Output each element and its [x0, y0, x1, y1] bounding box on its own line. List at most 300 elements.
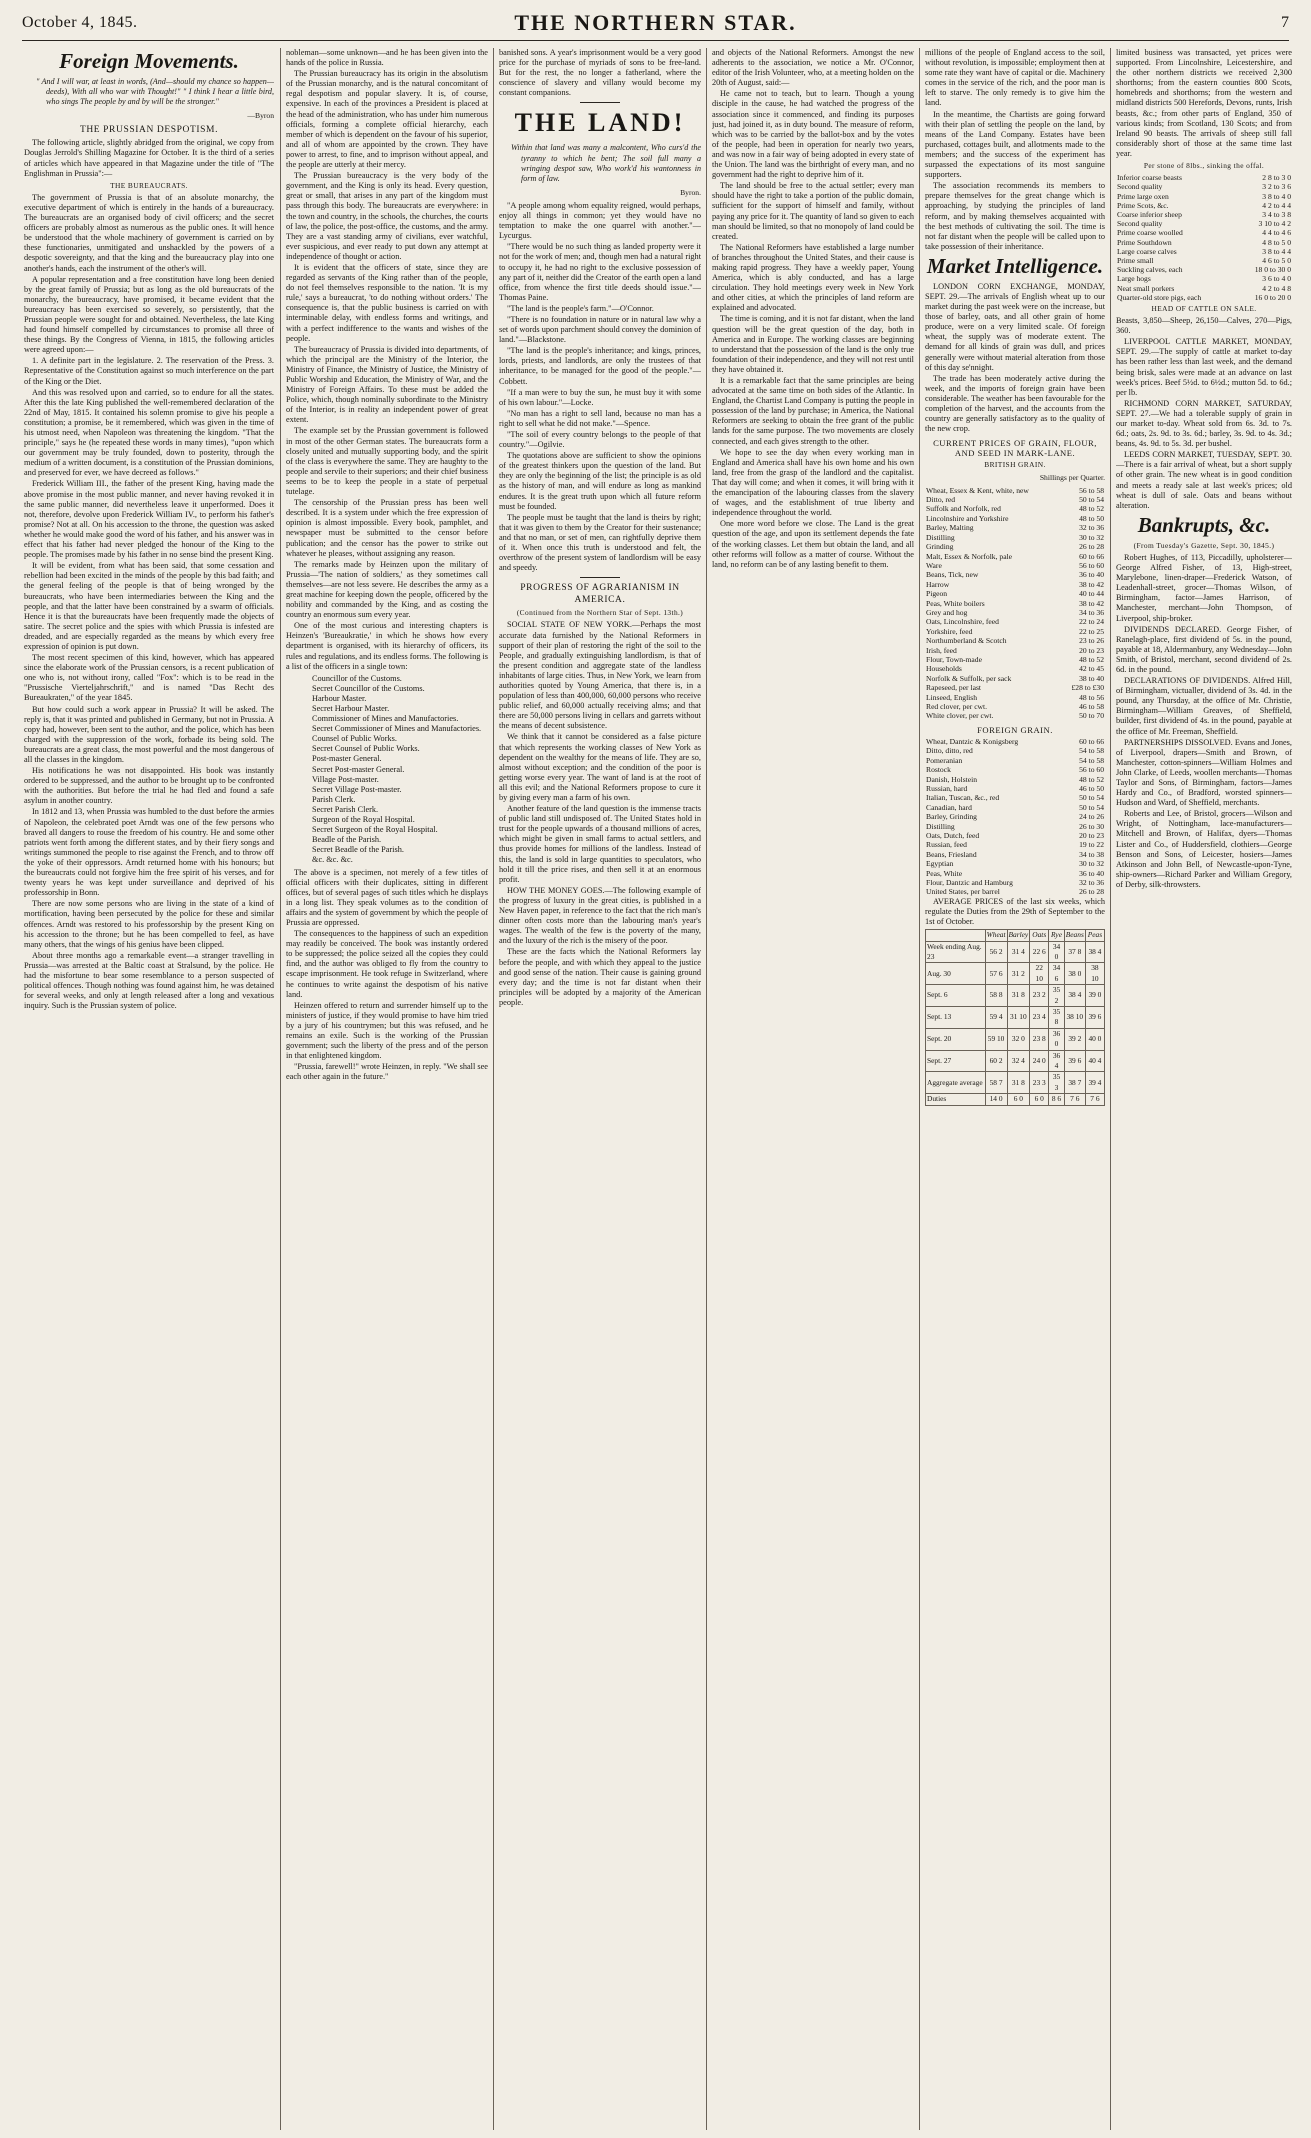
- list-item: Secret Councillor of the Customs.: [312, 683, 425, 693]
- averages-header: Beans: [1065, 930, 1084, 940]
- averages-cell: 40 4: [1085, 1050, 1104, 1072]
- price-value: 3 10 to 4 2: [1258, 219, 1291, 229]
- paragraph: It is evident that the officers of state, since they are regarded as servants of the King rather than of the people, do not feel themselves responsible to the nation. 'It is my rule,' says a bureaucrat, 'to do nothing without orders.' The consequence is, that the public business is carried on with interminable delay, with endless forms and writings, and with a perfect indifference to the wants and wishes of the people.: [286, 262, 488, 343]
- averages-cell: 38 10: [1085, 963, 1104, 985]
- quotation: "If a man were to buy the sun, he must buy it with some of his own labour."—Locke.: [499, 387, 701, 407]
- price-item: Beans, Friesland: [926, 849, 977, 859]
- price-row: [925, 504, 1105, 513]
- averages-cell: 31 2: [1007, 963, 1030, 985]
- price-item: Irish, feed: [926, 645, 957, 655]
- price-value: 38 to 40: [1079, 673, 1104, 683]
- price-item: Second quality: [1117, 219, 1163, 229]
- paragraph: nobleman—some unknown—and he has been given into the hands of the police in Russia.: [286, 48, 488, 68]
- list-item: Secret Commissioner of Mines and Manufactories.: [312, 724, 482, 734]
- bankrupts-subtitle: (From Tuesday's Gazette, Sept. 30, 1845.): [1133, 540, 1275, 550]
- price-value: 3 8 to 4 4: [1262, 246, 1291, 256]
- averages-cell: 22 10: [1030, 963, 1049, 985]
- price-row: [925, 859, 1105, 868]
- page-number: 7: [1281, 14, 1289, 31]
- price-row: [925, 589, 1105, 598]
- price-item: Norfolk & Suffolk, per sack: [926, 673, 1012, 683]
- officer-list: [286, 674, 488, 866]
- price-value: 4 2 to 4 4: [1262, 200, 1291, 210]
- paragraph: LIVERPOOL CATTLE MARKET, MONDAY, SEPT. 29.—The supply of cattle at market to-day has been rather less than last week, and the demand being brisk, sales were made at an advance on last week's prices. Beef 5½d. to 6½d.; mutton 5d. to 6d.; per lb.: [1116, 337, 1292, 397]
- price-row: [1116, 274, 1292, 283]
- averages-cell: Week ending Aug. 23: [926, 941, 986, 963]
- price-item: Quarter-old store pigs, each: [1117, 292, 1202, 302]
- article-subtitle: THE BUREAUCRATS.: [110, 180, 188, 190]
- averages-cell: Sept. 20: [926, 1028, 986, 1050]
- averages-cell: 32 4: [1007, 1050, 1030, 1072]
- price-row: [925, 523, 1105, 532]
- paragraph: One of the most curious and interesting chapters is Heinzen's 'Bureaukratie,' in which he shows how every department is organised, with its hierarchy of officers, its rules and regulations, and its endless forms. The following is a list of the officers in a single town:: [286, 621, 488, 671]
- paragraph: The time is coming, and it is not far distant, when the land question will be the great question of the day, both in America and in Europe. The working classes are beginning to understand that the possession of the land is the only true foundation of their independence, and they will not rest until they have obtained it.: [712, 314, 914, 374]
- averages-cell: 31 4: [1007, 941, 1030, 963]
- paragraph: It is a remarkable fact that the same principles are being advocated at the same time on both sides of the Atlantic. In England, the Chartist Land Company is putting the people in possession of the land by purchase; in America, the National Reformers are seeking to obtain the free grant of the public lands for the same purpose. The two movements are closely connected, and each gives strength to the other.: [712, 376, 914, 446]
- quotation: "The land is the people's farm."—O'Connor.: [507, 303, 654, 313]
- averages-cell: Aggregate average: [926, 1072, 986, 1094]
- price-row: [925, 664, 1105, 673]
- price-item: Malt, Essex & Norfolk, pale: [926, 551, 1013, 561]
- averages-cell: 40 0: [1085, 1028, 1104, 1050]
- price-value: 2 8 to 3 0: [1262, 173, 1291, 183]
- averages-cell: 7 6: [1064, 1094, 1085, 1105]
- price-value: 3 8 to 4 0: [1262, 191, 1291, 201]
- quotation: "The land is the people's inheritance; and kings, princes, lords, priests, and landlords, are only the trustees of that inheritance, to be managed for the good of the people."—Cobbett.: [499, 346, 701, 386]
- price-item: Households: [926, 664, 962, 674]
- list-item: Commissioner of Mines and Manufactories.: [312, 714, 459, 724]
- averages-cell: 8 6: [1049, 1094, 1065, 1105]
- list-item: &c. &c. &c.: [312, 855, 353, 865]
- list-item: Secret Surgeon of the Royal Hospital.: [312, 825, 438, 835]
- averages-row: [926, 1028, 1105, 1050]
- averages-cell: 22 6: [1030, 941, 1049, 963]
- price-row: [925, 784, 1105, 793]
- averages-cell: 34 6: [1049, 963, 1065, 985]
- paragraph: DECLARATIONS OF DIVIDENDS. Alfred Hill, of Birmingham, victualler, dividend of 3s. 4d. in the pound, any Thursday, at the office of Mr. Christie, Birmingham—William Greaves, of Sheffield, builder, first dividend of 4s. in the pound, payable at the office of Mr. Freeman, Sheffield.: [1116, 676, 1292, 736]
- price-row: [1116, 256, 1292, 265]
- price-value: 38 to 42: [1079, 579, 1104, 589]
- averages-cell: 38 10: [1064, 1006, 1085, 1028]
- price-row: [925, 608, 1105, 617]
- price-row: [1116, 182, 1292, 191]
- averages-cell: 31 8: [1007, 985, 1030, 1007]
- price-value: 48 to 52: [1079, 504, 1104, 514]
- section-heading-bankrupts: Bankrupts, &c.: [1137, 512, 1271, 537]
- price-row: [925, 514, 1105, 523]
- price-item: Large hogs: [1117, 274, 1151, 284]
- quotation: "The soil of every country belongs to the people of that country."—Ogilvie.: [499, 430, 701, 450]
- averages-cell: 34 0: [1049, 941, 1065, 963]
- averages-cell: Sept. 13: [926, 1006, 986, 1028]
- averages-cell: Aug. 30: [926, 963, 986, 985]
- averages-cell: 38 7: [1064, 1072, 1085, 1094]
- paragraph: The Prussian bureaucracy has its origin in the absolutism of the Prussian monarchy, and is the natural concomitant of regal despotism and popular slavery. It is, of course, expensive. In each of the provinces a President is placed at the head of the administration, who has under him numerous officials, forming a complete official hierarchy, each member of which is dependent on the favour of his superior, and all of whom are appointed by the crown. They have power to arrest, to fine, and to imprison without appeal, and the people are utterly at their mercy.: [286, 69, 488, 170]
- column-4: [712, 48, 914, 2130]
- list-item: Surgeon of the Royal Hospital.: [312, 815, 415, 825]
- paragraph: PARTNERSHIPS DISSOLVED. Evans and Jones, of Liverpool, drapers—Smith and Brown, of Manchester, cotton-spinners—William Holmes and John Clarke, of Leeds, woollen merchants—Thomas Taylor and Sons, of Birmingham, factors—James Hardy and Co., of Bradford, worsted spinners—Hudson and Ward, of Sheffield, merchants.: [1116, 737, 1292, 808]
- price-value: 4 4 to 4 6: [1262, 228, 1291, 238]
- paragraph: Another feature of the land question is the immense tracts of public land still undisposed of. The United States hold in trust for the people upwards of a thousand millions of acres, which might be given in small farms to actual settlers, and thus provide homes for millions of the landless. Instead of this, the land is sold in large quantities to speculators, who hold it till the price rises, and then sell it at an enormous profit.: [499, 804, 701, 884]
- price-item: Rapeseed, per last: [926, 683, 982, 693]
- averages-cell: 31 8: [1007, 1072, 1030, 1094]
- averages-cell: 56 2: [985, 941, 1007, 963]
- price-row: [1116, 173, 1292, 182]
- price-table-title: CURRENT PRICES OF GRAIN, FLOUR, AND SEED IN MARK-LANE.: [933, 438, 1097, 459]
- price-row: [925, 580, 1105, 589]
- paragraph: In 1812 and 13, when Prussia was humbled to the dust before the armies of Napoleon, the celebrated poet Arndt was one of the few persons who braved all dangers to rouse the freedom of his country. He and some other patriots went forth among the different states, and by their fiery songs and writings summoned the people to rise against the French, and to throw off the yoke of their oppressors. Arndt returned home with his honours; but the bureaucrats could not forgive him the free spirit of his verses, and for twenty years he was kept under surveillance and deprived of his professorship in Bonn.: [24, 807, 274, 898]
- price-row: [1116, 228, 1292, 237]
- averages-cell: 35 3: [1049, 1072, 1065, 1094]
- averages-cell: 6 0: [1007, 1094, 1030, 1105]
- paragraph: About three months ago a remarkable event—a stranger travelling in Prussia—was arrested at the Baltic coast at Stralsund, by the police. He had the misfortune to bear some resemblance to a person suspected of political offences. Though nothing was found against him, he was detained for several weeks, and only at length released after a long and vexatious inquiry. Such is the Prussian system of police.: [24, 950, 274, 1011]
- price-item: Linseed, English: [926, 692, 978, 702]
- price-item: Oats, Dutch, feed: [926, 830, 980, 840]
- price-item: Coarse inferior sheep: [1117, 209, 1182, 219]
- price-table-subtitle: BRITISH GRAIN.: [984, 460, 1046, 470]
- price-item: Northumberland & Scotch: [926, 636, 1007, 646]
- list-item: Secret Village Post-master.: [312, 784, 402, 794]
- price-value: 16 0 to 20 0: [1254, 292, 1291, 302]
- paragraph: The Prussian bureaucracy is the very body of the government, and the King is only its head. Every question, great or small, that arises in any part of the kingdom must pass through this body. The bureaucrats are everywhere: in the town and country, in the schools, the churches, the courts of law, the police, the post-office, the customs, and the army. They are a vast standing army of civilians, ever watchful, ever suspicious, and ever ready to put down any attempt at independence of thought or action.: [286, 171, 488, 261]
- price-item: Beans, Tick, new: [926, 570, 979, 580]
- averages-cell: 38 4: [1085, 941, 1104, 963]
- price-value: 22 to 25: [1079, 626, 1104, 636]
- price-item: Large coarse calves: [1117, 246, 1177, 256]
- price-value: 32 to 36: [1079, 878, 1104, 887]
- paragraph: The trade has been moderately active during the week, and the imports of foreign grain have been considerable. The weather has been favourable for the completion of the harvest, and the accounts from the country are generally satisfactory as to the quality of the new crop.: [925, 373, 1105, 434]
- quotation: "There would be no such thing as landed property were it not for the work of men; and, though men had a natural right to occupy it, he had no right to the exclusive possession of any part of it, neither did the Creator of the earth open a land office, from whence the first title deeds should issue."—Thomas Paine.: [499, 242, 701, 302]
- paragraph: These are the facts which the National Reformers lay before the people, and with which they appeal to the justice and good sense of the nation. Their cause is gaining ground every day; and the time is not far distant when their principles will be adopted by a majority of the American people.: [499, 947, 701, 1007]
- epigraph-attribution: —Byron: [247, 111, 274, 121]
- price-item: Rostock: [926, 765, 951, 775]
- price-value: 56 to 58: [1079, 485, 1104, 495]
- averages-table: [925, 929, 1105, 1106]
- price-row: [925, 495, 1105, 504]
- price-row: [925, 812, 1105, 821]
- paragraph: AVERAGE PRICES of the last six weeks, which regulate the Duties from the 29th of September to the 1st of October.: [925, 896, 1105, 926]
- column-3: [499, 48, 701, 2130]
- price-value: 30 to 32: [1079, 532, 1104, 542]
- price-value: 22 to 24: [1079, 617, 1104, 627]
- price-row: [925, 552, 1105, 561]
- british-grain-table: [925, 486, 1105, 721]
- price-item: Ware: [926, 560, 942, 570]
- price-value: 60 to 66: [1079, 736, 1104, 746]
- list-item: Secret Harbour Master.: [312, 704, 390, 713]
- price-value: 48 to 50: [1079, 513, 1104, 523]
- paragraph: In the meantime, the Chartists are going forward with their plan of settling the people on the land, by means of the Land Company. Estates have been purchased, cottages built, and allotments made to the members; and the success of the experiment has surpassed the expectations of its most sanguine supporters.: [925, 109, 1105, 180]
- price-row: [925, 765, 1105, 774]
- price-table-unit: Shillings per Quarter.: [1039, 472, 1105, 482]
- paragraph: The government of Prussia is that of an absolute monarchy, the executive department of which is entirely in the hands of a bureaucracy. The bureaucrats are an organised body of civil officers; and the secret officers are probably almost as numerous as the public ones. It will hence be understood that the whole machinery of government is carried on by these functionaries, unmitigated and unshackled by the powers of a despotic sovereignty, and that the king and the bureaucracy play into one another's hands, each the instrument of the other's will.: [24, 192, 274, 273]
- list-item: Village Post-master.: [312, 774, 379, 784]
- cattle-heading: HEAD OF CATTLE ON SALE.: [1151, 303, 1257, 313]
- price-value: 48 to 56: [1079, 692, 1104, 702]
- price-value: 4 2 to 4 8: [1262, 283, 1291, 293]
- price-row: [925, 599, 1105, 608]
- quotation: "No man has a right to sell land, because no man has a right to sell what he did not make."—Spence.: [499, 408, 701, 428]
- averages-header: Peas: [1085, 930, 1104, 941]
- price-value: 3 4 to 3 8: [1262, 209, 1291, 219]
- price-item: Prime small: [1117, 255, 1154, 265]
- list-item: Parish Clerk.: [312, 794, 356, 804]
- price-row: [925, 756, 1105, 765]
- averages-row: [926, 1006, 1105, 1028]
- price-row: [925, 486, 1105, 495]
- paragraph: millions of the people of England access to the soil, without revolution, is impossible; employment then at some rate they want have of capital or die. Machinery comes in the service of the rich, and the poor man is left to starve. The only remedy is to give him the land.: [925, 48, 1105, 108]
- averages-cell: 32 0: [1007, 1028, 1030, 1050]
- averages-cell: 36 4: [1049, 1050, 1065, 1072]
- section-heading-foreign: Foreign Movements.: [59, 49, 239, 73]
- price-item: Flour, Town-made: [926, 654, 982, 664]
- price-row: [925, 636, 1105, 645]
- paragraph: Roberts and Lee, of Bristol, grocers—Wilson and Wright, of Nottingham, lace-manufacturers—Mitchell and Brown, of Halifax, dyers—Thomas Lister and Co., of Huddersfield, clothiers—George Benson and Sons, of Leicester, hosiers—James Atkinson and John Bell, of Newcastle-upon-Tyne, ship-owners—Richard Parker and William Gregory, of Derby, silk-throwsters.: [1116, 809, 1292, 889]
- quotation: "A people among whom equality reigned, would perhaps, enjoy all things in common; yet they would have no temptation to make the one quarrel with another."—Lycurgus.: [499, 200, 701, 241]
- price-item: Flour, Dantzic and Hamburg: [926, 878, 1013, 887]
- paragraph: It will be evident, from what has been said, that some cessation and rebellion had been excited in the minds of the people by this bad faith; and the general feeling of the people is that of being wronged by the bureaucrats, who have been intermediaries between the King and the people, and that the latter have been constrained by a swarm of officials. Hence it is that the bureaucrats have been frequently made the objects of satire. The secret police and the spies with which Prussia is infested are dreaded, and are especially regarded as the means by which every free expression of opinion is put down.: [24, 561, 274, 651]
- paragraph: HOW THE MONEY GOES.—The following example of the progress of luxury in the great cities, is published in a New Haven paper, in reference to the fact that the rich man's dinner often costs more than the labouring man's year's wages. The wealth of the few is the poverty of the many, and the luxury of the rich is the misery of the poor.: [499, 885, 701, 946]
- paragraph: The above is a specimen, not merely of a few titles of official officers with their duplicates, sitting in different offices, but of several pages of such titles which he displays in a long list. They speak volumes as to the condition of affairs and the system of government by which the people of Prussia are oppressed.: [286, 867, 488, 927]
- price-item: Peas, White: [926, 868, 963, 878]
- paragraph: Frederick William III., the father of the present King, having made the above promise in the most public manner, and never having revoked it in the same public manner, did nevertheless leave it unperformed. Does it not, therefore, devolve upon Frederick William IV., to perform his father's promise? Not at all. On his accession to the throne, the question was asked whether he would make good the word of his father, and his answer was in effect that his father had never pledged the honour of the King to the people. The promises made by his father in no sense bind the present King.: [24, 479, 274, 560]
- price-value: 36 to 40: [1079, 868, 1104, 878]
- price-value: 20 to 23: [1079, 830, 1104, 840]
- averages-header: [926, 930, 986, 941]
- price-value: 34 to 38: [1079, 849, 1104, 859]
- averages-cell: 37 8: [1064, 941, 1085, 963]
- price-item: Prime coarse woolled: [1117, 228, 1183, 238]
- averages-row: [926, 985, 1105, 1007]
- column-rule: [919, 48, 920, 2130]
- price-value: 50 to 54: [1079, 802, 1104, 812]
- paragraph: "Prussia, farewell!" wrote Heinzen, in reply. "We shall see each other again in the future.": [286, 1062, 488, 1082]
- averages-header: Barley: [1008, 930, 1029, 940]
- meat-table-title: Per stone of 8lbs., sinking the offal.: [1143, 161, 1265, 171]
- price-item: Yorkshire, feed: [926, 626, 973, 636]
- price-item: Danish, Holstein: [926, 774, 978, 784]
- price-row: [925, 887, 1105, 896]
- averages-cell: 36 0: [1049, 1028, 1065, 1050]
- averages-row: [926, 1094, 1105, 1105]
- price-row: [1116, 265, 1292, 274]
- price-value: 36 to 40: [1079, 570, 1104, 580]
- averages-row: [926, 1072, 1105, 1094]
- list-item: Beadle of the Parish.: [312, 835, 382, 845]
- price-row: [1116, 210, 1292, 219]
- averages-cell: 39 0: [1085, 985, 1104, 1007]
- price-value: 20 to 23: [1079, 645, 1104, 655]
- cattle-count: Beasts, 3,850—Sheep, 26,150—Calves, 270—Pigs, 360.: [1116, 316, 1292, 336]
- price-value: 34 to 36: [1079, 607, 1104, 617]
- averages-row: [926, 1050, 1105, 1072]
- price-value: 42 to 45: [1079, 664, 1104, 674]
- paragraph: limited business was transacted, yet prices were supported. From Lincolnshire, Leicestershire, and the other northern districts we received 2,300 shorthorns; from the eastern counties 800 Scots, homebreds and shorthorns; from the western and midland districts 500 Herefords, Devons, runts, Irish beasts, &c.; from other parts of England, 350 of various kinds; from Scotland, 130 Scots; and from Ireland 90 beasts. The arrivals of sheep still fall considerably short of those at the same time last year.: [1116, 48, 1292, 158]
- price-value: 26 to 28: [1079, 542, 1104, 552]
- article-intro: The following article, slightly abridged from the original, we copy from Douglas Jerrold's Shilling Magazine for October. It is the third of a series of articles which have appeared in that Magazine under the title of "The Englishman in Prussia":—: [24, 138, 274, 178]
- price-item: Canadian, hard: [926, 802, 972, 812]
- price-row: [925, 869, 1105, 878]
- paragraph: We think that it cannot be considered as a false picture that which represents the working classes of New York as dependent on the wealthy for the means of life. They are so, almost without exception; and the condition of the poor is getting worse every year. The want of land is at the root of all this evil; and the National Reformers propose to cure it by giving every man a farm of his own.: [499, 732, 701, 802]
- price-row: [925, 803, 1105, 812]
- paragraph: The people must be taught that the land is theirs by right; that it was given to them by the Creator for their sustenance; and that no man, or set of men, can rightfully deprive them of it. When once this truth is understood and felt, the overthrow of the present system of landlordism will be easy and speedy.: [499, 512, 701, 573]
- price-row: [1116, 201, 1292, 210]
- foreign-grain-table: [925, 737, 1105, 897]
- list-item: Councillor of the Customs.: [312, 673, 402, 683]
- averages-cell: 60 2: [985, 1050, 1007, 1072]
- paragraph: DIVIDENDS DECLARED. George Fisher, of Ranelagh-place, first dividend of 5s. in the pound, payable at 18, Aldermanbury, any Wednesday—John Smith, of Bristol, merchant, second dividend of 2s. 6d. in the pound.: [1116, 624, 1292, 674]
- price-value: 30 to 32: [1079, 859, 1104, 869]
- averages-header: Oats: [1030, 930, 1049, 941]
- column-rule: [706, 48, 707, 2130]
- averages-cell: 35 2: [1049, 985, 1065, 1007]
- price-row: [925, 655, 1105, 664]
- averages-cell: 57 6: [985, 963, 1007, 985]
- column-rule: [280, 48, 281, 2130]
- price-value: 40 to 44: [1079, 589, 1104, 599]
- column-rule: [1110, 48, 1111, 2130]
- price-row: [925, 533, 1105, 542]
- price-row: [925, 737, 1105, 746]
- price-row: [1116, 284, 1292, 293]
- price-value: 26 to 28: [1079, 887, 1104, 897]
- price-value: 3 2 to 3 6: [1262, 182, 1291, 192]
- price-row: [925, 831, 1105, 840]
- paragraph: The bureaucracy of Prussia is divided into departments, of which the principal are the Ministry of the Interior, the Ministry of Finance, the Ministry of Justice, the Ministry of Public Worship and Education, the Ministry of War, and the Ministry of Foreign Affairs. To these must be added the Police, which, though nominally subordinate to the Ministry of the Interior, is in reality an independent power of great extent.: [286, 344, 488, 425]
- price-table-title: FOREIGN GRAIN.: [977, 724, 1053, 735]
- price-value: 50 to 70: [1079, 711, 1104, 721]
- paragraph: But how could such a work appear in Prussia? It will be asked. The reply is, that it was printed and published in Germany, but not in Prussia. A copy had, however, been sent to the author, and the police, which has been charged with the suppression of the work, forbade its being sold. The bureaucrats are a great class, the most powerful and the most dangerous of all the classes in the kingdom.: [24, 704, 274, 764]
- price-item: Red clover, per cwt.: [926, 702, 988, 711]
- averages-header: Wheat: [986, 930, 1006, 940]
- averages-row: [926, 941, 1105, 963]
- paragraph: Heinzen offered to return and surrender himself up to the ministers of justice, if they would promise to have him tried by a jury of his countrymen; but this was refused, and he remains an exile. Such is the working of the Prussian government; such the liberty of the press and of the person in that enlightened kingdom.: [286, 1000, 488, 1061]
- price-value: 60 to 66: [1079, 551, 1104, 561]
- price-item: Neat small porkers: [1117, 283, 1175, 293]
- price-value: 56 to 60: [1079, 560, 1104, 570]
- epigraph: Within that land was many a malcontent, Who curs'd the tyranny to which he bent; The soil full many a wringing despot saw, Who work'd his wantonness in form of law.: [511, 143, 701, 183]
- price-item: Russian, hard: [926, 783, 968, 793]
- column-1: [24, 48, 274, 2130]
- list-item: Secret Beadle of the Parish.: [312, 845, 404, 855]
- price-item: Peas, White boilers: [926, 598, 985, 608]
- price-row: [925, 775, 1105, 784]
- paragraph: He came not to teach, but to learn. Though a young disciple in the cause, he had watched the progress of the association since it commenced, and finding its purposes just, had joined it, as in duty bound. The measure of reform, which was to be carried by the ballot-box and by the votes of the people, had been in operation for nearly two years, and was now in a fair way of being adopted in every state of the Union. The land was the birthright of every man, and no government had the right to deprive him of it.: [712, 89, 914, 180]
- averages-cell: 14 0: [985, 1094, 1007, 1105]
- price-row: [925, 711, 1105, 720]
- paragraph: The example set by the Prussian government is followed in most of the other German states. The bureaucrats form a closely united and mutually supporting body, and the spirit of the class is everywhere the same. They are haughty to the people and servile to their superiors; and their chief business seems to be to keep the people in a state of perpetual tutelage.: [286, 426, 488, 497]
- averages-cell: 38 4: [1064, 985, 1085, 1007]
- paragraph: We hope to see the day when every working man in England and America shall have his own home and his own land, free from the grasp of the landlord and the capitalist. That day will come; and when it comes, it will bring with it the emancipation of the labouring classes from the slavery of wages, and the establishment of true liberty and independence throughout the world.: [712, 447, 914, 518]
- paragraph: The remarks made by Heinzen upon the military of Prussia—'The nation of soldiers,' as they sometimes call themselves—are not less severe. He describes the army as a great machine for keeping down the people, officered by the nobility and commanded by the King, and as costing the country an enormous sum every year.: [286, 559, 488, 620]
- price-value: 56 to 60: [1079, 765, 1104, 775]
- price-item: White clover, per cwt.: [926, 711, 994, 721]
- paragraph: The association recommends its members to prepare themselves for the great change which is approaching, by studying the principles of land reform, and by making themselves acquainted with the best methods of cultivating the soil. The time is not far distant when the people will be called upon to take possession of their inheritance.: [925, 181, 1105, 251]
- price-value: 46 to 58: [1079, 702, 1104, 711]
- price-value: 48 to 52: [1079, 654, 1104, 664]
- price-value: 24 to 26: [1079, 812, 1104, 822]
- averages-cell: 59 10: [985, 1028, 1007, 1050]
- averages-cell: 59 4: [985, 1006, 1007, 1028]
- price-row: [925, 793, 1105, 802]
- averages-cell: 6 0: [1030, 1094, 1049, 1105]
- price-row: [1116, 219, 1292, 228]
- price-item: Second quality: [1117, 182, 1163, 192]
- averages-cell: 39 4: [1085, 1072, 1104, 1094]
- price-item: Prime large oxen: [1117, 191, 1169, 201]
- list-item: Secret Parish Clerk.: [312, 804, 379, 814]
- price-row: [925, 840, 1105, 849]
- price-row: [925, 702, 1105, 711]
- price-item: Distilling: [926, 532, 955, 542]
- price-row: [925, 570, 1105, 579]
- price-item: Italian, Tuscan, &c., red: [926, 793, 1000, 803]
- price-item: Lincolnshire and Yorkshire: [926, 513, 1009, 523]
- price-item: Wheat, Dantzic & Konigsberg: [926, 736, 1019, 746]
- list-item: Post-master General.: [312, 754, 382, 764]
- epigraph-attribution: Byron.: [680, 187, 701, 197]
- paragraph: banished sons. A year's imprisonment would be a very good price for the purchase of myriads of sons to be free-land. But for the rest, the no longer a fatherland, where the conscience of slavery and villany would become my constant companions.: [499, 48, 701, 98]
- averages-cell: Duties: [926, 1094, 986, 1105]
- price-item: Barley, Malting: [926, 523, 974, 533]
- article-title: THE PRUSSIAN DESPOTISM.: [79, 125, 219, 136]
- price-row: [925, 822, 1105, 831]
- averages-cell: 7 6: [1085, 1094, 1104, 1105]
- price-item: Grey and hog: [926, 607, 968, 617]
- price-row: [1116, 238, 1292, 247]
- paragraph: The land should be free to the actual settler; every man should have the right to take a portion of the public domain, sufficient for the support of himself and family, without paying any price for it. The quantity of land so given to each man should be limited, so that no monopoly of land could be created.: [712, 181, 914, 241]
- price-item: Inferior coarse beasts: [1117, 173, 1182, 183]
- averages-cell: 58 7: [985, 1072, 1007, 1094]
- price-item: Grinding: [926, 542, 954, 552]
- paragraph: LONDON CORN EXCHANGE, MONDAY, SEPT. 29.—The arrivals of English wheat up to our market during the past week were on the increase, but those of barley, oats, and all other grain of home produce, were on a very limited scale. Of foreign wheat, the supply was of moderate extent. The demand for all kinds of grain was dull, and prices generally were without material alteration from those of this day se'nnight.: [925, 281, 1105, 372]
- price-item: Russian, feed: [926, 840, 967, 850]
- paragraph: 1. A definite part in the legislature. 2. The reservation of the Press. 3. Representative of the Constitution against so much interference on the part of the King or the Diet.: [24, 356, 274, 386]
- averages-cell: 23 3: [1030, 1072, 1049, 1094]
- price-value: 4 8 to 5 0: [1262, 237, 1291, 247]
- averages-cell: 38 0: [1064, 963, 1085, 985]
- price-item: United States, per barrel: [926, 887, 1000, 897]
- price-row: [925, 850, 1105, 859]
- price-value: 46 to 50: [1079, 783, 1104, 793]
- averages-cell: 23 4: [1030, 1006, 1049, 1028]
- price-row: [925, 542, 1105, 551]
- divider: [580, 577, 620, 578]
- list-item: Harbour Master.: [312, 693, 367, 703]
- price-row: [925, 674, 1105, 683]
- paragraph: A popular representation and a free constitution have long been denied by the great family of Prussia; but as long as the old bureaucrats of the monarchy, the bureaucracy, have promised, it became evident that the bureaucracy has been exercised so severely, so persistently, that the Prussian people were sought for and obtained. Nevertheless, the late King had found himself compelled by circumstances to promise all three of these things. By the Congress of Vienna, in 1815, the following articles were agreed upon:—: [24, 274, 274, 355]
- price-value: 50 to 54: [1079, 495, 1104, 505]
- quotation: "There is no foundation in nature or in natural law why a set of words upon parchment should convey the dominion of land."—Blackstone.: [499, 314, 701, 345]
- averages-row: [926, 963, 1105, 985]
- price-value: 50 to 54: [1079, 793, 1104, 803]
- paragraph: SOCIAL STATE OF NEW YORK.—Perhaps the most accurate data furnished by the National Reformers in support of their plan of restoring the right of the soil to the People, and gradually extinguishing landlordism, is that of the present condition and aggregate state of the landless inhabitants of large cities. Thus, in New York, we learn from authorities quoted by Young America, that there is, in a population of less than 400,000, 60,000 persons who receive public relief, and 60,000 actually receiving alms; and that there are 50,000 persons living in cellars and garrets without the means of decent subsistence.: [499, 620, 701, 731]
- newspaper-title: THE NORTHERN STAR.: [514, 10, 797, 35]
- paragraph: RICHMOND CORN MARKET, SATURDAY, SEPT. 27.—We had a tolerable supply of grain in our market to-day. Wheat sold from 6s. 3d. to 7s. 6d.; oats, 2s. 9d. to 3s. 6d.; barley, 3s. 9d. to 4s. 3d.; beans, 4s. 9d. to 5s. 3d. per bushel.: [1116, 398, 1292, 449]
- price-item: Distilling: [926, 821, 955, 831]
- price-item: Oats, Lincolnshire, feed: [926, 617, 999, 627]
- paragraph: There are now some persons who are living in the state of a kind of mortification, having been persecuted by the police for these and similar offences. Arndt was restored to his professorship by the present King on his accession to the throne; but he has been compelled to feel, as have many others, that the wings of his genius have been clipped.: [24, 899, 274, 949]
- masthead: [22, 6, 1289, 41]
- paragraph: and objects of the National Reformers. Amongst the new adherents to the association, we notice a Mr. O'Connor, editor of the Irish Volunteer, who, at a meeting holden on the 20th of August, said:—: [712, 48, 914, 88]
- averages-cell: 24 0: [1030, 1050, 1049, 1072]
- price-item: Suckling calves, each: [1117, 265, 1183, 275]
- price-item: Harrow: [926, 579, 950, 589]
- price-value: 26 to 30: [1079, 821, 1104, 831]
- averages-cell: 35 8: [1049, 1006, 1065, 1028]
- price-value: 54 to 58: [1079, 755, 1104, 765]
- price-row: [925, 746, 1105, 755]
